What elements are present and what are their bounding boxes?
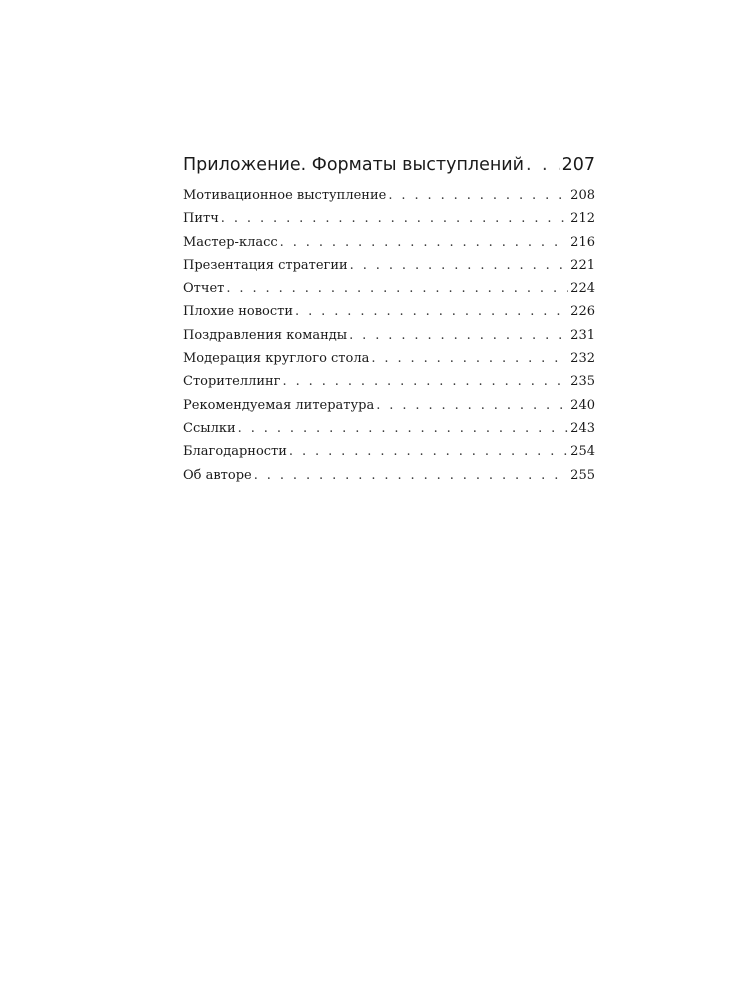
- dot-leader: [221, 207, 568, 230]
- toc-entry-page: 212: [570, 211, 595, 227]
- toc-entry-title: Рекомендуемая литература: [183, 397, 375, 413]
- toc-entry[interactable]: [183, 440, 595, 463]
- dot-leader: [526, 150, 560, 180]
- dot-leader: [350, 254, 569, 277]
- toc-entry[interactable]: [183, 207, 595, 230]
- dot-leader: [238, 417, 569, 440]
- toc-entry[interactable]: [183, 347, 595, 370]
- toc-entry-title: Сторителлинг: [183, 374, 281, 390]
- toc-entry[interactable]: [183, 370, 595, 393]
- toc-entry-title: Ссылки: [183, 420, 236, 436]
- toc-entry[interactable]: [183, 417, 595, 440]
- toc-entry-title: Об авторе: [183, 467, 252, 483]
- toc-entry[interactable]: [183, 184, 595, 207]
- dot-leader: [226, 277, 568, 300]
- toc-entry[interactable]: [183, 300, 595, 323]
- toc-entry-page: 243: [570, 420, 595, 436]
- toc-entry[interactable]: [183, 231, 595, 254]
- toc-entry-page: 231: [570, 327, 595, 343]
- toc-entry-page: 221: [570, 257, 595, 273]
- toc-entry-page: 226: [570, 304, 595, 320]
- toc-entry-page: 255: [570, 467, 595, 483]
- table-of-contents: [183, 150, 595, 487]
- toc-entry-page: 216: [570, 234, 595, 250]
- toc-section-page: 207: [561, 155, 595, 175]
- toc-section-title: Приложение. Форматы выступлений: [183, 155, 525, 175]
- toc-entry-title: Поздравления команды: [183, 327, 348, 343]
- toc-entry-page: 232: [570, 351, 595, 367]
- toc-entry-page: 240: [570, 397, 595, 413]
- toc-entry-title: Плохие новости: [183, 304, 294, 320]
- dot-leader: [349, 324, 568, 347]
- toc-entry-title: Питч: [183, 211, 219, 227]
- toc-entry-title: Благодарности: [183, 444, 287, 460]
- toc-entry-page: 254: [570, 444, 595, 460]
- toc-entry[interactable]: [183, 394, 595, 417]
- dot-leader: [295, 300, 568, 323]
- dot-leader: [283, 370, 569, 393]
- dot-leader: [371, 347, 568, 370]
- dot-leader: [254, 464, 568, 487]
- toc-entry[interactable]: [183, 324, 595, 347]
- toc-entry-title: Мотивационное выступление: [183, 188, 387, 203]
- toc-entry-page: 208: [570, 188, 595, 203]
- dot-leader: [376, 394, 568, 417]
- dot-leader: [289, 440, 568, 463]
- toc-entry-title: Отчет: [183, 281, 225, 297]
- toc-entry[interactable]: [183, 464, 595, 487]
- toc-entry-title: Модерация круглого стола: [183, 351, 370, 367]
- toc-entry-title: Презентация стратегии: [183, 257, 348, 273]
- toc-entry-page: 235: [570, 374, 595, 390]
- toc-entry-page: 224: [570, 281, 595, 297]
- toc-section-heading[interactable]: [183, 150, 595, 180]
- toc-entry[interactable]: [183, 254, 595, 277]
- toc-entry[interactable]: [183, 277, 595, 300]
- dot-leader: [280, 231, 569, 254]
- toc-entry-title: Мастер-класс: [183, 234, 278, 250]
- dot-leader: [388, 184, 568, 207]
